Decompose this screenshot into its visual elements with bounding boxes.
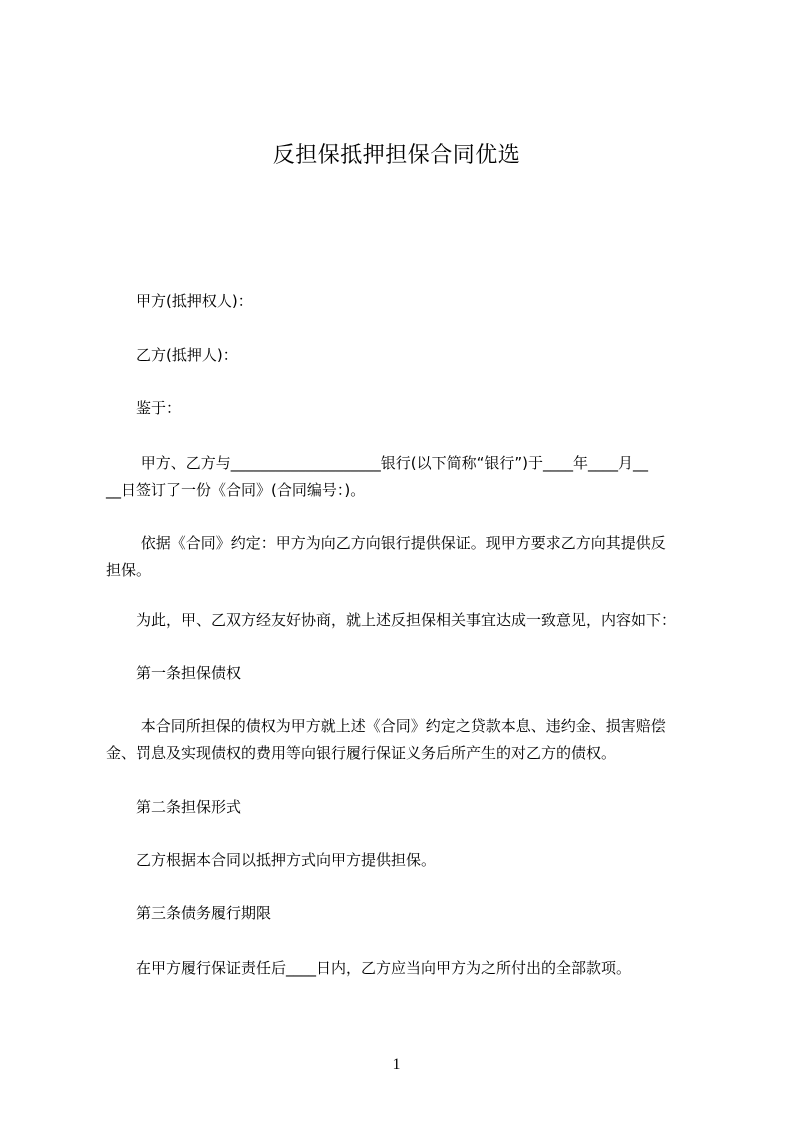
article-3-heading: 第三条债务履行期限: [136, 904, 272, 922]
article-3-body: 在甲方履行保证责任后____日内，乙方应当向甲方为之所付出的全部款项。: [136, 959, 632, 977]
article-2-heading: 第二条担保形式: [136, 798, 242, 816]
party-a-line: 甲方(抵押权人)：: [136, 292, 253, 310]
basis-line-1: 依据《合同》约定：甲方为向乙方向银行提供保证。现甲方要求乙方向其提供反: [136, 534, 666, 552]
recital-line-2: __日签订了一份《合同》(合同编号：)。: [106, 481, 366, 499]
page-number: 1: [392, 1056, 401, 1073]
recital-line-1: 甲方、乙方与____________________银行(以下简称“银行”)于____年____月__: [136, 454, 649, 472]
article-1-line-1: 本合同所担保的债权为甲方就上述《合同》约定之贷款本息、违约金、损害赔偿: [136, 717, 666, 735]
document-title: 反担保抵押担保合同优选: [272, 143, 521, 168]
party-b-line: 乙方(抵押人)：: [136, 346, 238, 364]
whereas-line: 鉴于：: [136, 399, 182, 417]
basis-line-2: 担保。: [106, 561, 152, 579]
article-1-heading: 第一条担保债权: [136, 664, 242, 682]
article-1-line-2: 金、罚息及实现债权的费用等向银行履行保证义务后所产生的对乙方的债权。: [106, 744, 617, 762]
consensus-line: 为此，甲、乙双方经友好协商，就上述反担保相关事宜达成一致意见，内容如下：: [136, 611, 677, 629]
article-2-body: 乙方根据本合同以抵押方式向甲方提供担保。: [136, 851, 437, 869]
